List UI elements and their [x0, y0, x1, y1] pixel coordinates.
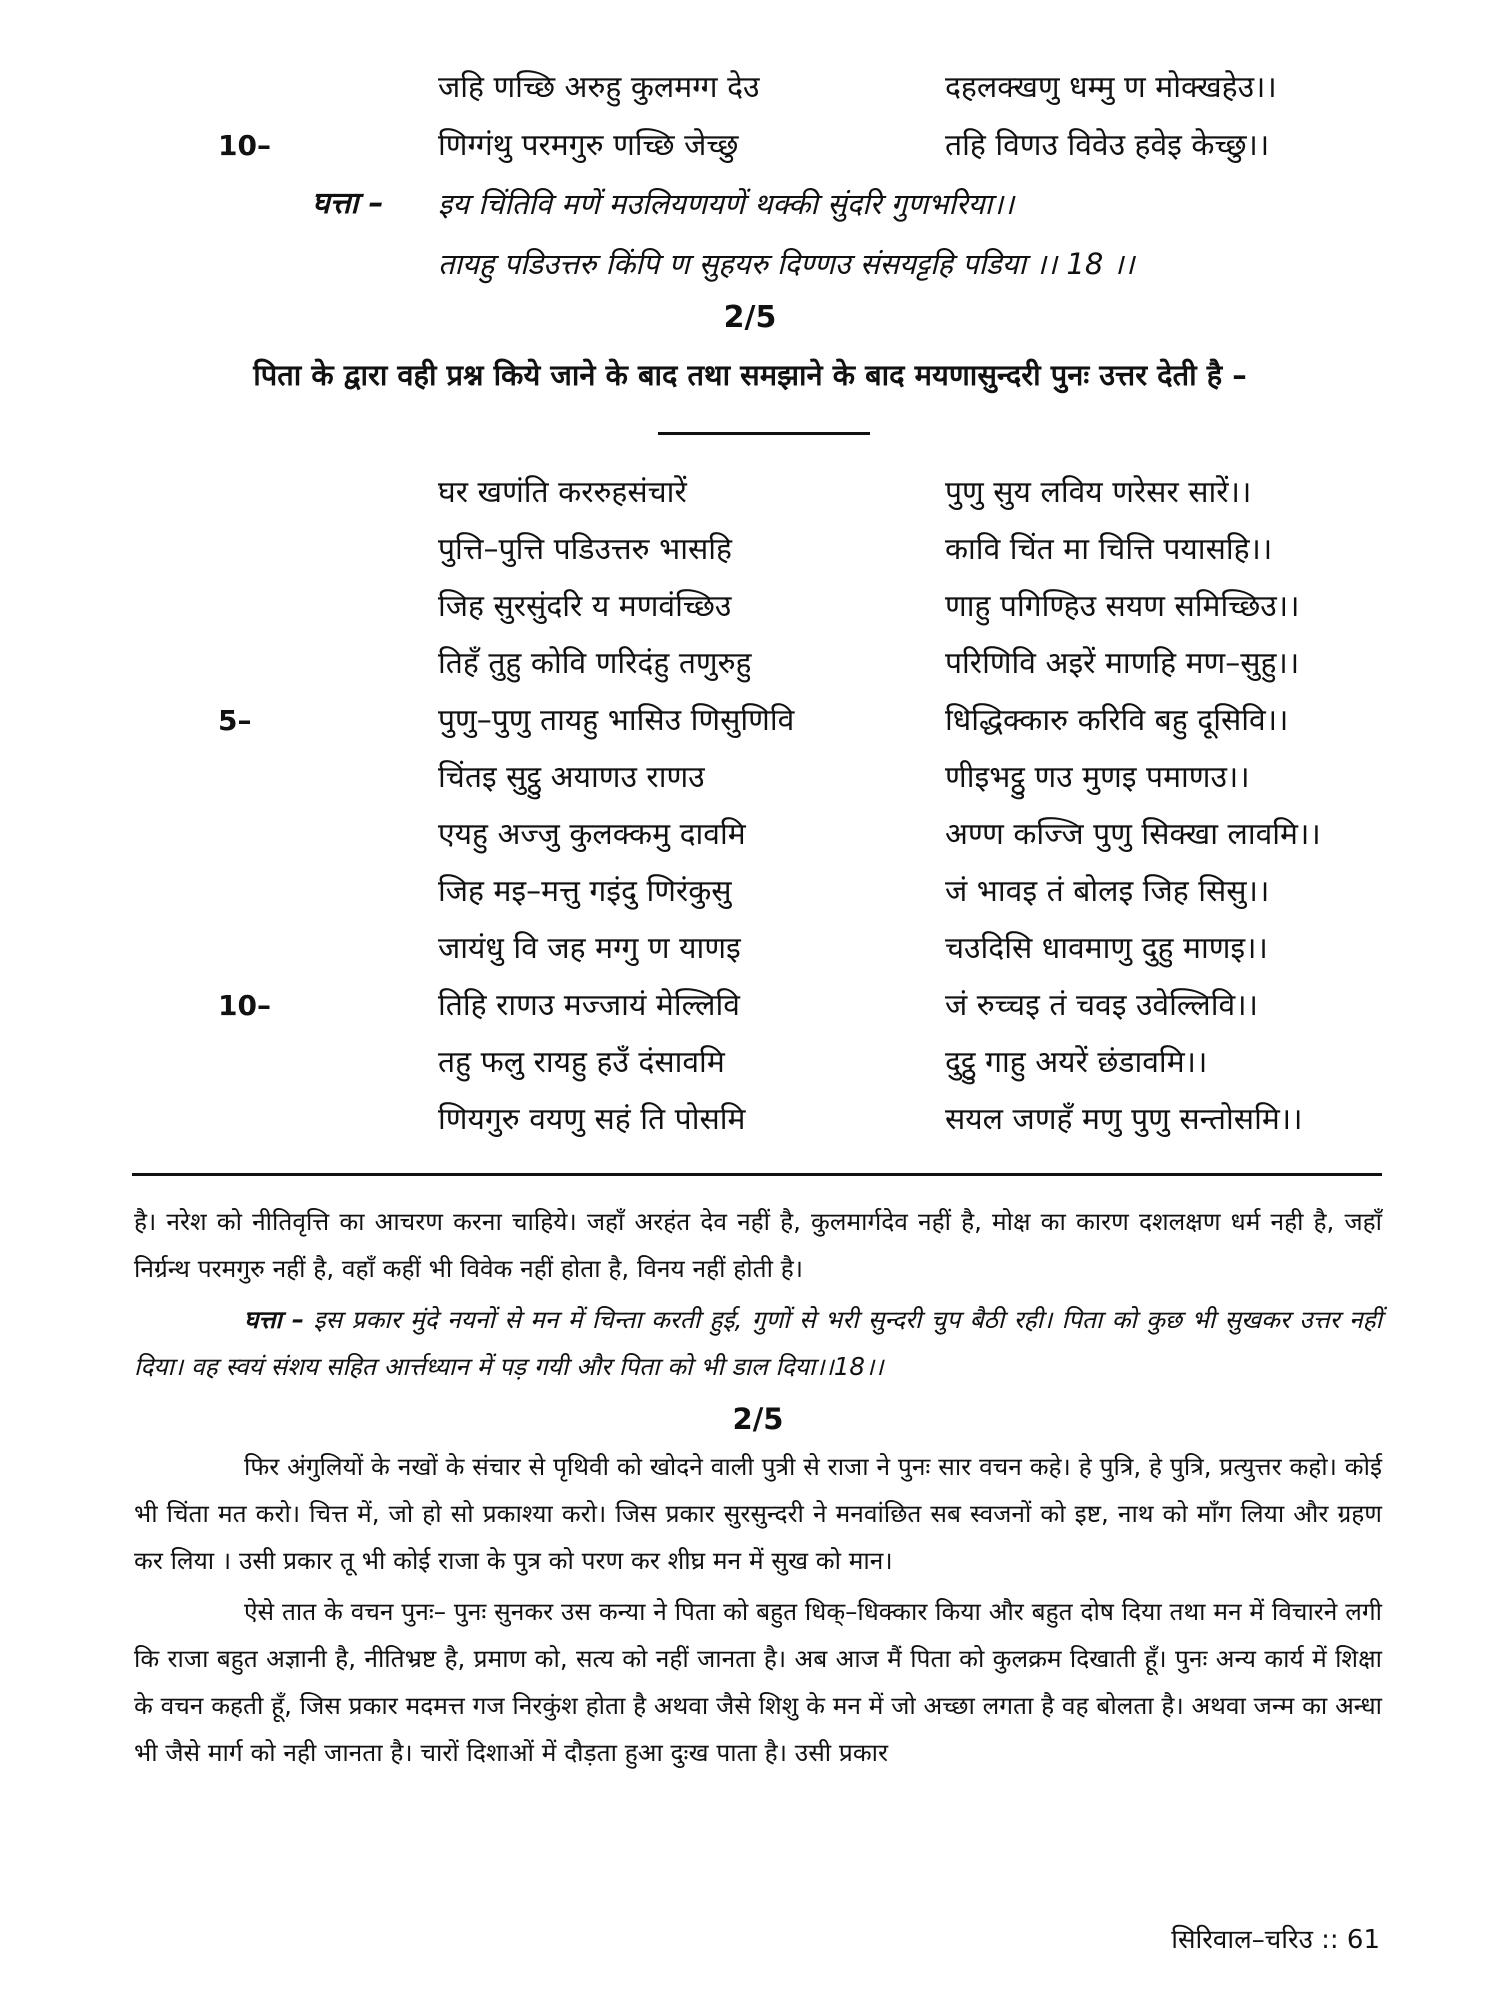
verse-line — [0, 693, 1500, 749]
translation-ghatta-label: घत्ता – — [244, 1305, 305, 1334]
verse-right: णाहु पगिण्हिउ सयण समिच्छिउ।। — [945, 589, 1300, 624]
verse-number: 10– — [218, 989, 271, 1022]
verse-line — [0, 636, 1500, 692]
verse-left: तिहँ तुहु कोवि णरिदंहु तणुरुहु — [438, 646, 752, 681]
verse-line — [0, 60, 1500, 116]
verse-line — [0, 579, 1500, 635]
verse-left: तिहि राणउ मज्जायं मेल्लिवि — [438, 988, 740, 1023]
ghatta-label: घत्ता – — [312, 186, 384, 221]
translation-block — [134, 1198, 1382, 1776]
translation-section-number: 2/5 — [732, 1402, 784, 1436]
ghatta-text-1: इय चिंतिवि मणें मउलियणयणें थक्की सुंदरि गुणभरिया।। — [438, 187, 1015, 221]
verse-right: कावि चिंत मा चित्ति पयासहि।। — [945, 532, 1273, 567]
verse-number: 10– — [218, 129, 271, 162]
verse-line — [0, 522, 1500, 578]
verse-line — [0, 921, 1500, 977]
verse-right: परिणिवि अइरें माणहि मण–सुहु।। — [945, 646, 1300, 681]
heading-underline — [658, 432, 870, 435]
verse-left: णिग्गंथु परमगुरु णच्छि जेच्छु — [438, 128, 739, 163]
verse-right: पुणु सुय लविय णरेसर सारें।। — [945, 475, 1252, 510]
verse-left: चिंतइ सुट्ठु अयाणउ राणउ — [438, 760, 705, 795]
verse-left: एयहु अज्जु कुलक्कमु दावमि — [438, 817, 746, 852]
verse-left: जिह सुरसुंदरि य मणवंच्छिउ — [438, 589, 732, 624]
page-footer: सिरिवाल–चरिउ :: 61 — [1171, 1925, 1380, 1955]
ghatta-text-2: तायहु पडिउत्तरु किंपि ण सुहयरु दिण्णउ संसयट्टहि पडिया ।। 18 ।। — [438, 247, 1135, 281]
verse-left: घर खणंति कररुहसंचारें — [438, 475, 687, 510]
translation-ghatta-text: इस प्रकार मुंदे नयनों से मन में चिन्ता करती हुई, गुणों से भरी सुन्दरी चुप बैठी रही। पिता को कुछ भी सुखकर उत्तर नहीं दिया। वह स्वयं संशय सहित आर्त्तध्यान में पड़ गयी और पिता को भी डाल दिया।।18।। — [134, 1305, 1382, 1381]
translation-paragraph-3: ऐसे तात के वचन पुनः– पुनः सुनकर उस कन्या ने पिता को बहुत धिक्–धिक्कार किया और बहुत दोष दिया तथा मन में विचारने लगी कि राजा बहुत अज्ञानी है, नीतिभ्रष्ट है, प्रमाण को, सत्य को नहीं जानता है। अब आज मैं पिता को कुलक्रम दिखाती हूँ। पुनः अन्य कार्य में शिक्षा के वचन कहती हूँ, जिस प्रकार मदमत्त गज निरकुंश होता है अथवा जैसे शिशु के मन में जो अच्छा लगता है वह बोलता है। अथवा जन्म का अन्धा भी जैसे मार्ग को नही जानता है। चारों दिशाओं में दौड़ता हुआ दुःख पाता है। उसी प्रकार — [134, 1597, 1382, 1767]
verse-line — [0, 1092, 1500, 1148]
verse-left: पुणु–पुणु तायहु भासिउ णिसुणिवि — [438, 703, 795, 738]
verse-left: पुत्ति–पुत्ति पडिउत्तरु भासहि — [438, 532, 732, 567]
verse-right: दहलक्खणु धम्मु ण मोक्खहेउ।। — [945, 70, 1277, 105]
verse-line — [0, 807, 1500, 863]
verse-right: जं भावइ तं बोलइ जिह सिसु।। — [945, 874, 1270, 909]
verse-line — [0, 978, 1500, 1034]
verse-right: सयल जणहँ मणु पुणु सन्तोसमि।। — [945, 1102, 1303, 1137]
verse-left: तहु फलु रायहु हउँ दंसावमि — [438, 1045, 725, 1080]
verse-line — [0, 750, 1500, 806]
verse-left: जायंधु वि जह मग्गु ण याणइ — [438, 931, 741, 966]
section-divider — [132, 1173, 1382, 1176]
verse-line — [0, 1035, 1500, 1091]
ghatta-line-1 — [0, 176, 1500, 232]
verse-left: जिह मइ–मत्तु गइंदु णिरंकुसु — [438, 874, 732, 909]
verse-line — [0, 465, 1500, 521]
translation-paragraph-2: फिर अंगुलियों के नखों के संचार से पृथिवी को खोदने वाली पुत्री से राजा ने पुनः सार वचन कहे। हे पुत्रि, हे पुत्रि, प्रत्युत्तर कहो। कोई भी चिंता मत करो। चित्त में, जो हो सो प्रकाश्या करो। जिस प्रकार सुरसुन्दरी ने मनवांछित सब स्वजनों को इष्ट, नाथ को माँग लिया और ग्रहण कर लिया । उसी प्रकार तू भी कोई राजा के पुत्र को परण कर शीघ्र मन में सुख को मान। — [134, 1452, 1382, 1575]
section-heading: पिता के द्वारा वही प्रश्न किये जाने के बाद तथा समझाने के बाद मयणासुन्दरी पुनः उत्तर देती है – — [253, 358, 1247, 392]
verse-right: णीइभट्ठु णउ मुणइ पमाणउ।। — [945, 760, 1250, 795]
verse-left: जहि णच्छि अरुहु कुलमग्ग देउ — [438, 70, 760, 105]
verse-right: दुट्ठु गाहु अयरें छंडावमि।। — [945, 1045, 1208, 1080]
section-number: 2/5 — [723, 300, 777, 335]
verse-number: 5– — [218, 704, 252, 737]
translation-ghatta — [134, 1296, 1382, 1390]
verse-right: तहि विणउ विवेउ हवेइ केच्छु।। — [945, 128, 1270, 163]
verse-line — [0, 118, 1500, 174]
verse-left: णियगुरु वयणु सहं ति पोसमि — [438, 1102, 746, 1137]
verse-right: चउदिसि धावमाणु दुहु माणइ।। — [945, 931, 1268, 966]
verse-right: जं रुच्चइ तं चवइ उवेल्लिवि।। — [945, 988, 1258, 1023]
verse-right: धिद्धिक्कारु करिवि बहु दूसिवि।। — [945, 703, 1289, 738]
translation-paragraph-1: है। नरेश को नीतिवृत्ति का आचरण करना चाहिये। जहाँ अरहंत देव नहीं है, कुलमार्गदेव नहीं है, मोक्ष का कारण दशलक्षण धर्म नही है, जहाँ निर्ग्रन्थ परमगुरु नहीं है, वहाँ कहीं भी विवेक नहीं होता है, विनय नहीं होती है। — [134, 1207, 1382, 1283]
ghatta-line-2 — [0, 236, 1500, 292]
verse-right: अण्ण कज्जि पुणु सिक्खा लावमि।। — [945, 817, 1321, 852]
verse-line — [0, 864, 1500, 920]
